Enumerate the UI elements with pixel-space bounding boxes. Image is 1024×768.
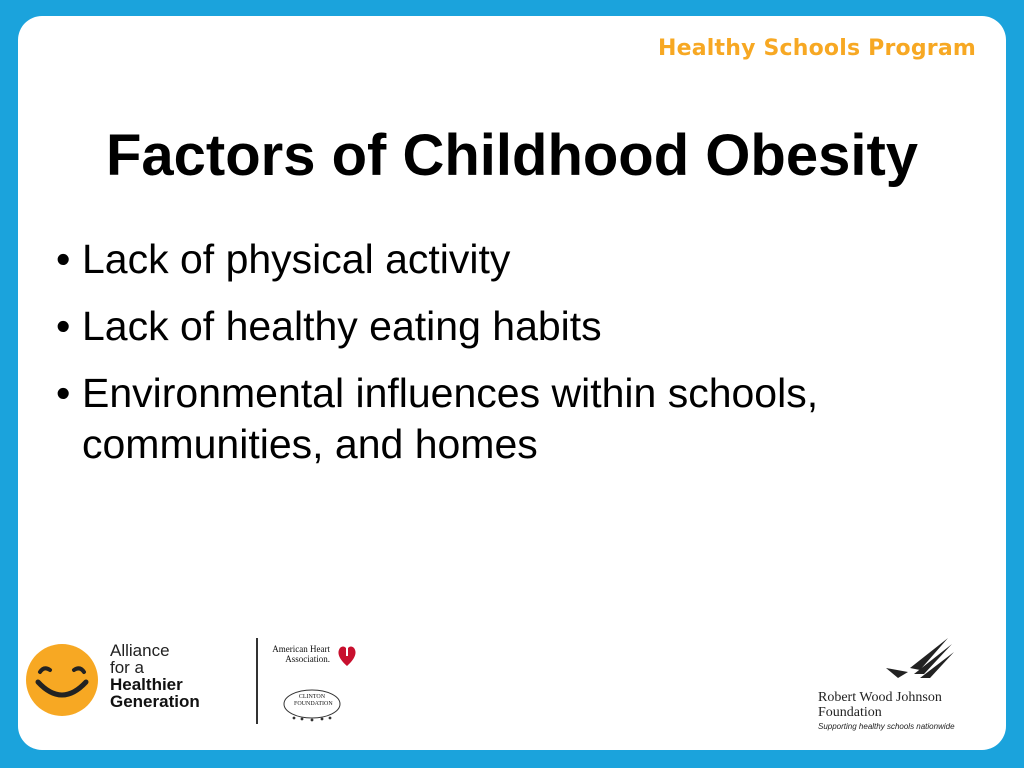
- bullet-icon: •: [56, 236, 71, 282]
- aha-logo-text: American Heart Association.: [272, 644, 330, 664]
- healthy-schools-program-logo: Healthy Schools Program: [657, 36, 976, 61]
- bullet-text: Lack of healthy eating habits: [82, 303, 602, 349]
- heart-torch-icon: [336, 640, 358, 668]
- slide-title: Factors of Childhood Obesity: [105, 123, 919, 188]
- bullet-item: [56, 301, 956, 352]
- bullet-text: Environmental influences within schools, communities, and homes: [82, 370, 819, 467]
- bullet-icon: •: [56, 370, 71, 416]
- bullet-text: Lack of physical activity: [82, 236, 511, 282]
- bullet-list: [56, 234, 956, 486]
- bullet-item: [56, 368, 956, 470]
- bullet-item: [56, 234, 956, 285]
- clinton-foundation-text: CLINTON FOUNDATION: [294, 694, 333, 707]
- logo-divider: [256, 638, 258, 724]
- bullet-icon: •: [56, 303, 71, 349]
- smiley-face-icon: [24, 642, 100, 718]
- rwjf-logo-text: Robert Wood Johnson Foundation Supporting healthy schools nationwide: [818, 690, 955, 731]
- alliance-logo-text: Alliance for a Healthier Generation: [110, 641, 200, 711]
- rwjf-wing-icon: [880, 634, 954, 684]
